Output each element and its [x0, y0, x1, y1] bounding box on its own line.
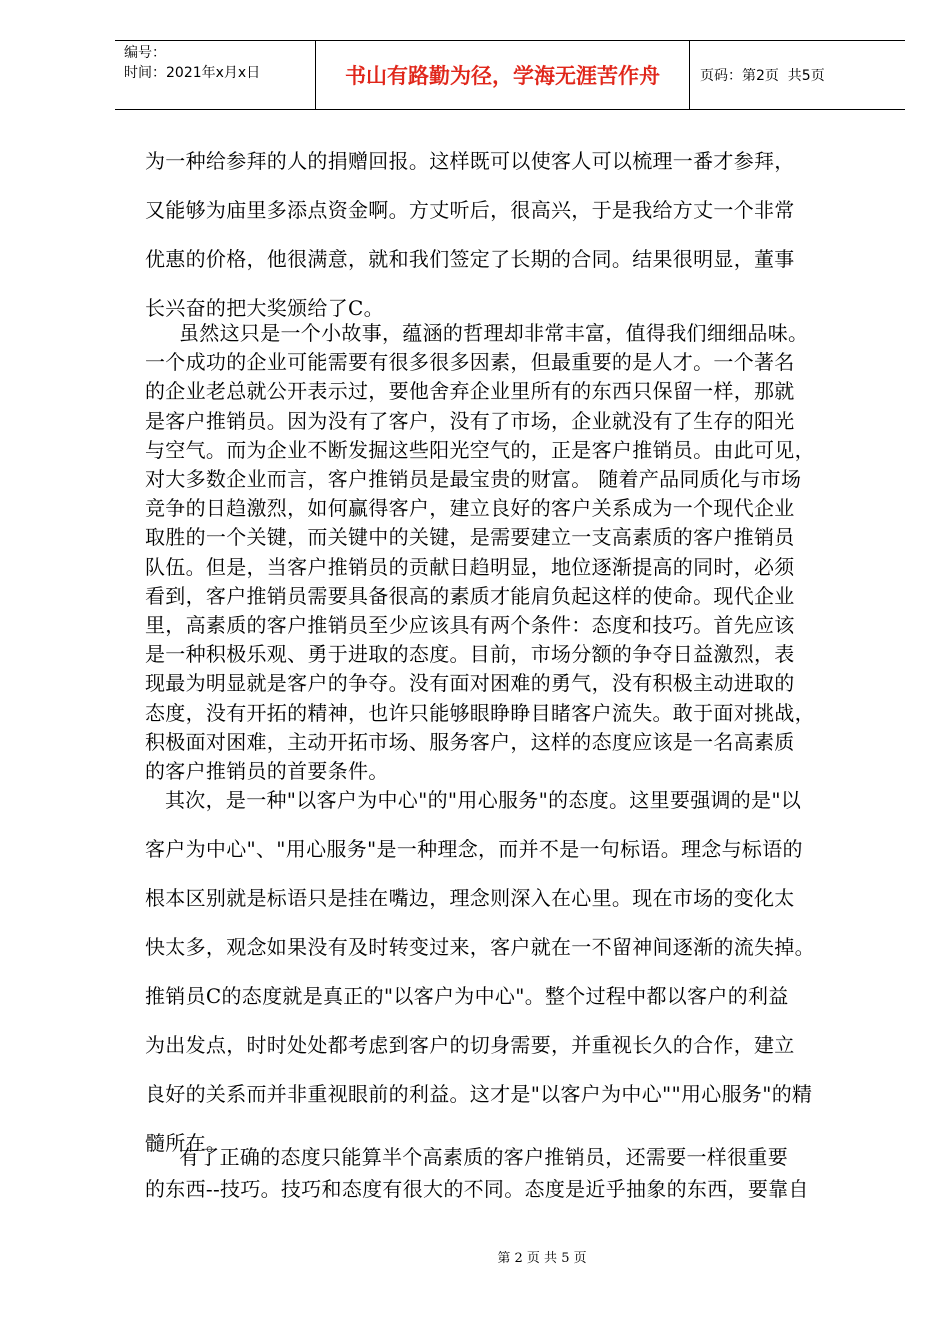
text-line: 良好的关系而并非重视眼前的利益。这才是"以客户为中心""用心服务"的精 [145, 1082, 813, 1106]
text-line: 长兴奋的把大奖颁给了C。 [145, 296, 384, 320]
text-line: 其次，是一种"以客户为中心"的"用心服务"的态度。这里要强调的是"以 [165, 788, 802, 812]
text-line: 根本区别就是标语只是挂在嘴边，理念则深入在心里。现在市场的变化太 [145, 886, 795, 910]
footer-page-number: 第 2 页 共 5 页 [497, 1251, 587, 1266]
text-line: 又能够为庙里多添点资金啊。方丈听后，很高兴，于是我给方丈一个非常 [145, 198, 795, 222]
text-line: 的东西--技巧。技巧和态度有很大的不同。态度是近乎抽象的东西，要靠自 [145, 1177, 809, 1201]
page-footer [0, 1247, 950, 1266]
text-line: 队伍。但是，当客户推销员的贡献日趋明显，地位逐渐提高的同时，必须 [145, 554, 795, 579]
paragraph-3 [145, 776, 885, 1168]
motto-text: 书山有路勤为径，学海无涯苦作舟 [345, 64, 660, 88]
text-line: 有了正确的态度只能算半个高素质的客户推销员，还需要一样很重要 [179, 1145, 788, 1169]
text-line: 为出发点，时时处处都考虑到客户的切身需要，并重视长久的合作，建立 [145, 1033, 795, 1057]
text-line: 对大多数企业而言，客户推销员是最宝贵的财富。 随着产品同质化与市场 [145, 467, 802, 492]
text-line: 是一种积极乐观、勇于进取的态度。目前，市场分额的争夺日益激烈，表 [145, 642, 795, 667]
text-line: 是客户推销员。因为没有了客户，没有了市场，企业就没有了生存的阳光 [145, 408, 795, 433]
text-line: 与空气。而为企业不断发掘这些阳光空气的，正是客户推销员。由此可见， [145, 437, 815, 462]
text-line: 一个成功的企业可能需要有很多很多因素，但最重要的是人才。一个著名 [145, 350, 795, 375]
header-page-info [690, 41, 905, 109]
document-header [115, 40, 905, 110]
text-line: 快太多，观念如果没有及时转变过来，客户就在一不留神间逐渐的流失掉。 [145, 935, 815, 959]
text-line: 积极面对困难，主动开拓市场、服务客户，这样的态度应该是一名高素质 [145, 729, 795, 754]
text-line: 现最为明显就是客户的争夺。没有面对困难的勇气，没有积极主动进取的 [145, 671, 795, 696]
text-line: 态度，没有开拓的精神，也许只能够眼睁睁目睹客户流失。敢于面对挑战， [145, 700, 815, 725]
paragraph-4 [145, 1141, 885, 1205]
text-line: 髓所在。 [145, 1131, 227, 1155]
time-label: 时间：2021年x月x日 [124, 65, 261, 81]
text-line: 竞争的日趋激烈，如何赢得客户，建立良好的客户关系成为一个现代企业 [145, 496, 795, 521]
text-line: 的客户推销员的首要条件。 [145, 759, 389, 784]
text-line: 看到，客户推销员需要具备很高的素质才能肩负起这样的使命。现代企业 [145, 583, 795, 608]
text-line: 里，高素质的客户推销员至少应该具有两个条件：态度和技巧。首先应该 [145, 613, 795, 638]
text-line: 取胜的一个关键，而关键中的关键，是需要建立一支高素质的客户推销员 [145, 525, 795, 550]
serial-label: 编号： [124, 45, 166, 61]
text-line: 虽然这只是一个小故事，蕴涵的哲理却非常丰富，值得我们细细品味。 [179, 321, 809, 345]
header-motto [316, 41, 690, 109]
page-info-text: 页码：第2页 共5页 [700, 68, 825, 84]
text-line: 客户为中心"、"用心服务"是一种理念，而并不是一句标语。理念与标语的 [145, 837, 803, 861]
paragraph-1 [145, 137, 885, 333]
text-line: 的企业老总就公开表示过，要他舍弃企业里所有的东西只保留一样，那就 [145, 379, 795, 404]
text-line: 为一种给参拜的人的捐赠回报。这样既可以使客人可以梳理一番才参拜， [145, 149, 795, 173]
text-line: 优惠的价格，他很满意，就和我们签定了长期的合同。结果很明显，董事 [145, 247, 795, 271]
header-meta [115, 41, 316, 109]
text-line: 推销员C的态度就是真正的"以客户为中心"。整个过程中都以客户的利益 [145, 984, 789, 1008]
paragraph-2 [145, 319, 885, 786]
